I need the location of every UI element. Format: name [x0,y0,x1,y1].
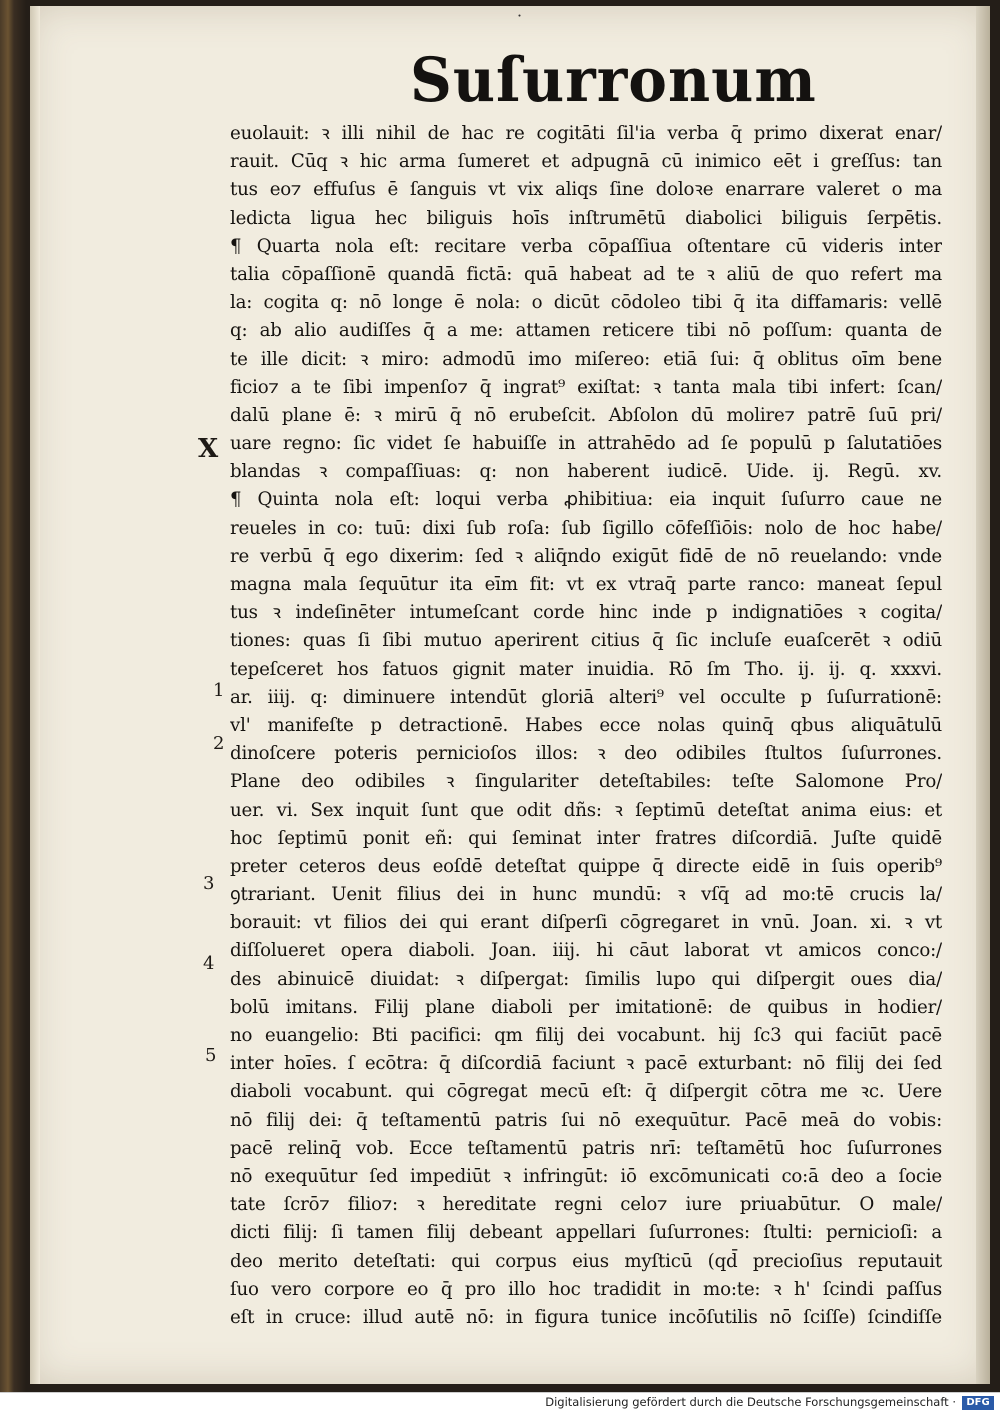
text-line: ledicta ligua hec biliguis hoīs inſtrumētū diabolici biliguis ſerpētis. [230,207,942,229]
text-line: nō exequūtur ſed impediūt ꝛ infringūt: iō excōmunicati co:ā deo a ſocie [230,1165,942,1187]
text-line: hoc ſeptimū ponit eñ: qui ſeminat inter fratres diſcordiā. Juſte quidē [230,827,942,849]
text-line: talia cōpaſſionē quandā fictā: quā habeat ad te ꝛ aliū de quo refert ma [230,263,942,285]
text-line: eſt in cruce: illud autē nō: in figura tunice incōſutilis nō ſciſſe) ſcindiſſe [230,1306,942,1328]
text-line: reueles in co: tuū: dixi ſub roſa: ſub ſigillo cōfeſſiōis: nolo de hoc habe/ [230,517,942,539]
text-line: dicti filij: ſi tamen filij debeant appellari ſuſurrones: ſtulti: pernicioſi: a [230,1222,942,1244]
page-edge [976,6,990,1384]
text-line: deo merito deteſtati: qui corpus eius myſticū (qd̄ precioſius reputauit [230,1250,942,1272]
text-line: inter hoīes. ſ ecōtra: q̄ diſcordiā faciunt ꝛ pacē exturbant: nō filij dei ſed [230,1053,942,1075]
margin-number: 1 [213,680,225,701]
text-line: blandas ꝛ compaſſiuas: q: non haberent iudicē. Uide. ij. Regū. xv. [230,461,942,483]
text-line: ꝯtrariant. Uenit filius dei in hunc mundū: ꝛ vſq̄ ad mo:tē crucis la/ [230,884,942,906]
text-line: ar. iiij. q: diminuere intendūt gloriā alteri⁹ vel occulte p ſuſurrationē: [230,686,942,708]
text-line: tus eo⁊ effuſus ē ſanguis vt vix aliqs ſine doloꝛe enarrare valeret o ma [230,179,942,201]
footer-bar [0,1392,1000,1414]
margin-number: 5 [205,1045,217,1066]
text-line: tus ꝛ indeſinēter intumeſcant corde hinc inde p indignatiōes ꝛ cogita/ [230,602,942,624]
text-line: vl' manifeſte p detractionē. Habes ecce nolas quinq̄ qbus aliquātulū [230,714,942,736]
text-line: no euangelio: Bti pacifici: qm filij dei vocabunt. hij ſc3 qui faciūt pacē [230,1025,942,1046]
page-title: Suſurronum [410,44,817,116]
text-line: bolū imitans. Filij plane diaboli per imitationē: de quibus in hodier/ [230,996,942,1018]
text-line: ¶ Quinta nola eſt: loqui verba ꝓhibitiua: eia inquit ſuſurro caue ne [230,489,942,511]
page-gutter [30,6,40,1384]
text-line: dalū plane ē: ꝛ mirū q̄ nō erubeſcit. Abſolon dū molire⁊ patrē ſuū pri/ [230,404,942,426]
text-line: ſuo vero corpore eo q̄ pro illo hoc tradidit in mo:te: ꝛ h' ſcindi paſſus [230,1278,942,1300]
text-line: q: ab alio audiſſes q̄ a me: attamen reticere tibi nō poſſum: quanta de [230,320,942,342]
text-block [230,120,942,1332]
text-line: la: cogita q: nō longe ē nola: o dicūt cōdoleo tibi q̄ ita diffamaris: vellē [230,292,942,314]
text-line: diſſolueret opera diaboli. Joan. iiij. hi cāut laborat vt amicos conco:/ [230,940,942,962]
text-line: preter ceteros deus eoſdē deteſtat quippe q̄ directe eidē in ſuis operib⁹ [230,855,942,877]
text-line: te ille dicit: ꝛ miro: admodū imo miſereo: etiā ſui: q̄ oblitus oīm bene [230,348,942,370]
dfg-logo: DFG [962,1396,994,1410]
text-line: euolauit: ꝛ illi nihil de hac re cogitāti ſil'ia verba q̄ primo dixerat enar/ [230,123,942,144]
text-line: uare regno: ſic videt ſe habuiſſe in attrahēdo ad ſe populū p ſalutatiōes [230,433,942,455]
text-line: Plane deo odibiles ꝛ ſingulariter deteſtabiles: teſte Salomone Pro/ [230,771,942,793]
text-line: tiones: quas ſi ſibi mutuo aperirent citius q̄ ſic incluſe euaſcerēt ꝛ odiū [230,630,942,652]
text-line: des abinuicē diuidat: ꝛ diſpergat: ſimilis lupo qui diſpergit oues dia/ [230,968,942,990]
margin-number: 3 [203,873,215,894]
margin-number: 2 [213,733,225,754]
text-line: uer. vi. Sex inquit ſunt que odit dñs: ꝛ ſeptimū deteſtat anima eius: et [230,799,942,821]
text-line: ficio⁊ a te ſibi impenſo⁊ q̄ ingrat⁹ exiſtat: ꝛ tanta mala tibi infert: ſcan/ [230,376,942,398]
text-line: pacē relinq̄ vob. Ecce teſtamentū patris nrī: teſtamētū hoc ſuſurrones [230,1137,942,1159]
top-mark: ˙ [515,12,524,33]
margin-number: 4 [203,953,215,974]
text-line: nō filij dei: q̄ teſtamentū patris ſui nō exequūtur. Pacē meā do vobis: [230,1109,942,1131]
text-line: diaboli vocabunt. qui cōgregat mecū eſt: q̄ diſpergit cōtra me ꝛc. Uere [230,1081,942,1103]
text-line: borauit: vt filios dei qui erant diſperſi cōgregaret in vnū. Joan. xi. ꝛ vt [230,912,942,934]
text-line: tate ſcrō⁊ filio⁊: ꝛ hereditate regni celo⁊ iure priuabūtur. O male/ [230,1194,942,1216]
text-line: dinoſcere poteris pernicioſos illos: ꝛ deo odibiles ſtultos ſuſurrones. [230,743,942,765]
margin-x-mark: X [198,434,219,464]
text-line: tepeſceret hos fatuos gignit mater inuidia. Rō ſm Tho. ij. ij. q. xxxvi. [230,658,942,680]
text-line: magna mala ſequūtur ita eīm fit: vt ex vtraq̄ parte ranco: maneat ſepul [230,574,942,595]
text-line: ¶ Quarta nola eſt: recitare verba cōpaſſiua oſtentare cū videris inter [230,235,942,257]
text-line: re verbū q̄ ego dixerim: ſed ꝛ aliq̄ndo exigūt fidē de nō reuelando: vnde [230,545,942,567]
text-line: rauit. Cūq ꝛ hic arma ſumeret et adpugnā cū inimico eēt i greſſus: tan [230,151,942,173]
footer-credit: Digitalisierung gefördert durch die Deutsche Forschungsgemeinschaft · [545,1395,956,1409]
